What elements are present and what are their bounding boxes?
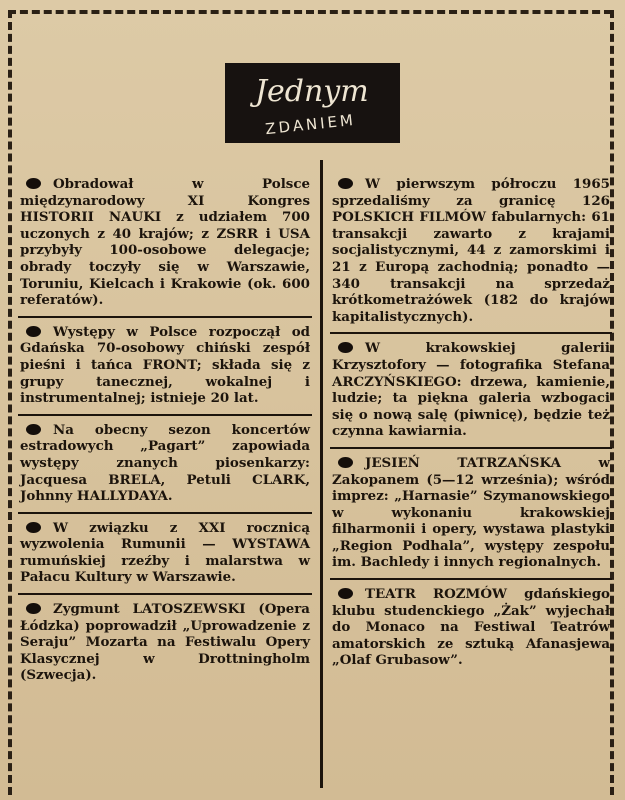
left-column: [18, 176, 312, 684]
item-separator: [18, 593, 312, 595]
item-separator: [18, 512, 312, 514]
news-item: [18, 176, 312, 309]
bullet-icon: [26, 522, 41, 533]
news-item-text: W związku z XXI rocznicą wyzwolenia Rumunii — WYSTAWA rumuńskiej rzeźby i malarstwa w Pałacu Kultury w Warszawie.: [20, 519, 310, 586]
bullet-icon: [338, 588, 353, 599]
bullet-icon: [26, 424, 41, 435]
item-separator: [330, 578, 612, 580]
news-item: [330, 176, 612, 325]
item-separator: [330, 447, 612, 449]
news-item-text: TEATR ROZMÓW gdańskiego klubu studenckiego „Żak” wyjechał do Monaco na Festiwal Teatrów amatorskich ze sztuką Afanasjewa „Olaf Grubasow”.: [332, 586, 610, 669]
news-item: [330, 340, 612, 440]
bullet-icon: [26, 178, 41, 189]
bullet-icon: [26, 603, 41, 614]
news-item-text: W pierwszym półroczu 1965 sprzedaliśmy za granicę 126 POLSKICH FILMÓW fabularnych: 61 transakcji zawarto z krajami socjalistycznymi, 44 z zamorskimi i 21 z Europą zachodnią; ponadto — 340 transakcji na sprzedaż krótkometrażówek (182 do krajów kapitalistycznych).: [332, 176, 610, 325]
news-item: [18, 324, 312, 407]
news-item-text: JESIEŃ TATRZAŃSKA w Zakopanem (5—12 września); wśród imprez: „Harnasie” Szymanowskiego w wykonaniu krakowskiej filharmonii i opery, wystawa plastyki „Region Podhala”, występy zespołu im. Bachledy i innych regionalnych.: [332, 454, 610, 571]
bullet-icon: [338, 457, 353, 468]
news-item: [330, 586, 612, 669]
news-item-text: Zygmunt LATOSZEWSKI (Opera Łódzka) poprowadził „Uprowadzenie z Seraju” Mozarta na Festiwalu Opery Klasycznej w Drottningholm (Szwecja).: [20, 601, 310, 684]
top-dashed-border: [8, 10, 612, 14]
news-item-text: Obradował w Polsce międzynarodowy XI Kongres HISTORII NAUKI z udziałem 700 uczonych z 40 krajów; z ZSRR i USA przybyły 100-osobowe delegacje; obrady toczyły się w Warszawie, Toruniu, Kielcach i Krakowie (ok. 600 referatów).: [20, 176, 310, 309]
news-item: [18, 601, 312, 684]
bullet-icon: [26, 326, 41, 337]
column-masthead: [225, 63, 400, 143]
bullet-icon: [338, 342, 353, 353]
news-item: [18, 520, 312, 586]
masthead-title-script: Jednym: [255, 74, 369, 109]
news-item-text: W krakowskiej galerii Krzysztofory — fotografika Stefana ARCZYŃSKIEGO: drzewa, kamienie, ludzie; ta piękna galeria wzbogaci się o nową salę (piwnicę), będzie też czynna kawiarnia.: [332, 340, 610, 440]
column-divider: [320, 160, 323, 788]
news-item-text: Na obecny sezon koncertów estradowych „Pagart” zapowiada występy znanych piosenkarzy: Jacquesa BRELA, Petuli CLARK, Johnny HALLYDAYA.: [20, 421, 310, 505]
right-column: [330, 176, 612, 669]
news-item: [330, 455, 612, 571]
item-separator: [18, 414, 312, 416]
masthead-subtitle: ZDANIEM: [264, 110, 357, 139]
item-separator: [330, 332, 612, 334]
left-dashed-border: [8, 10, 12, 795]
item-separator: [18, 316, 312, 318]
news-item-text: Występy w Polsce rozpoczął od Gdańska 70-osobowy chiński zespół pieśni i tańca FRONT; składa się z grupy tanecznej, wokalnej i instrumentalnej; istnieje 20 lat.: [20, 323, 310, 407]
masthead-logo: [225, 63, 400, 143]
news-item: [18, 422, 312, 505]
bullet-icon: [338, 178, 353, 189]
